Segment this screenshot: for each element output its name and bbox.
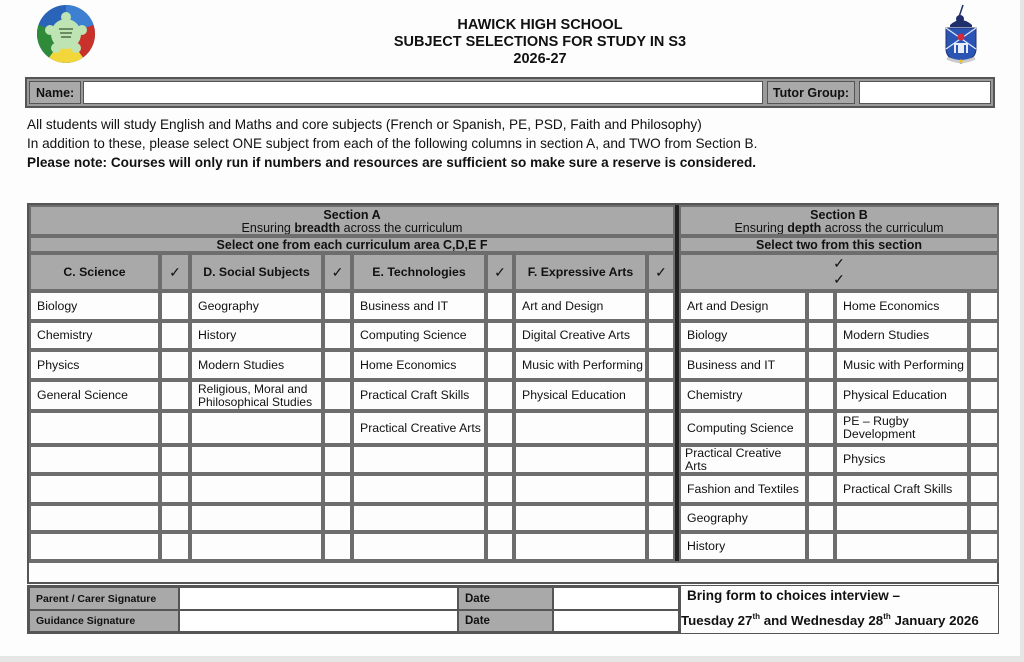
science-checkbox[interactable]: [160, 411, 190, 445]
subject-cell: [679, 474, 807, 504]
subject-name: Physics: [37, 357, 80, 372]
subject-name: Digital Creative Arts: [522, 328, 630, 342]
subject-name: General Science: [37, 388, 128, 402]
subject-name: Business and IT: [687, 357, 776, 372]
subject-cell: [352, 350, 486, 380]
subject-cell: [835, 291, 969, 321]
subject-cell: [352, 474, 486, 504]
subject-cell: [835, 532, 969, 561]
courses-note-text: Please note: Courses will only run if numbers and resources are sufficient so make sure a reserve is considered.: [27, 155, 757, 170]
section-b-checkbox[interactable]: [969, 445, 999, 474]
academic-year: 2026-27: [513, 51, 567, 67]
expressive-arts-checkbox[interactable]: [647, 504, 675, 532]
section-b-checkbox[interactable]: [807, 504, 835, 532]
reminder-heading: Bring form to choices interview –: [687, 588, 901, 603]
subject-name: Biology: [37, 298, 78, 313]
subject-cell: [679, 445, 807, 474]
subject-cell: [29, 321, 160, 350]
subject-name: Home Economics: [360, 357, 457, 372]
tick-icon: ✓: [323, 253, 352, 291]
reminder-dates: [681, 612, 979, 628]
subject-cell: [29, 380, 160, 411]
subject-name: Practical Creative Arts: [685, 445, 782, 473]
social-subjects-checkbox[interactable]: [323, 411, 352, 445]
technologies-checkbox[interactable]: [486, 380, 514, 411]
subject-cell: [679, 321, 807, 350]
section-b-checkbox[interactable]: [969, 411, 999, 445]
technologies-checkbox[interactable]: [486, 411, 514, 445]
subject-name: Geography: [198, 298, 259, 313]
expressive-arts-checkbox[interactable]: [647, 474, 675, 504]
subject-cell: [29, 350, 160, 380]
expressive-arts-checkbox[interactable]: [647, 445, 675, 474]
section-a-subtitle-post: across the curriculum: [340, 221, 463, 235]
section-b-checkbox[interactable]: [807, 291, 835, 321]
parent-date-field[interactable]: [553, 587, 679, 610]
technologies-checkbox[interactable]: [486, 532, 514, 561]
tick-icon: ✓: [833, 255, 845, 271]
section-b-checkbox[interactable]: [969, 380, 999, 411]
name-field[interactable]: [83, 81, 763, 104]
section-b-checkbox[interactable]: [807, 411, 835, 445]
subject-cell: [29, 532, 160, 561]
subject-name: Practical Craft Skills: [843, 481, 953, 496]
subject-cell: [514, 350, 647, 380]
subject-selection-table: [27, 203, 999, 584]
science-checkbox[interactable]: [160, 445, 190, 474]
tick-icon: ✓: [833, 271, 845, 287]
tutor-group-label: Tutor Group:: [767, 81, 855, 104]
subject-cell: [679, 504, 807, 532]
subject-cell: [352, 411, 486, 445]
social-subjects-checkbox[interactable]: [323, 321, 352, 350]
social-subjects-checkbox[interactable]: [323, 532, 352, 561]
subject-cell: [190, 411, 323, 445]
subject-cell: [190, 350, 323, 380]
social-subjects-checkbox[interactable]: [323, 291, 352, 321]
social-subjects-checkbox[interactable]: [323, 474, 352, 504]
section-b-title: Section B: [810, 208, 868, 222]
subject-cell: [835, 411, 969, 445]
subject-cell: [835, 321, 969, 350]
subject-name: Chemistry: [37, 328, 93, 342]
section-a-title: Section A: [323, 208, 381, 222]
form-title-block: [300, 17, 780, 68]
science-checkbox[interactable]: [160, 321, 190, 350]
subject-cell: [29, 291, 160, 321]
technologies-checkbox[interactable]: [486, 474, 514, 504]
subject-name: PE – Rugby Development: [843, 414, 916, 441]
section-b-tick-header: [679, 253, 999, 291]
subject-cell: [514, 504, 647, 532]
ordinal-suffix: th: [883, 612, 891, 621]
section-b-checkbox[interactable]: [807, 532, 835, 561]
science-checkbox[interactable]: [160, 350, 190, 380]
section-b-checkbox[interactable]: [969, 291, 999, 321]
subject-cell: [190, 532, 323, 561]
section-b-subtitle-bold: depth: [787, 221, 822, 235]
subject-cell: [190, 445, 323, 474]
subject-name: Modern Studies: [843, 328, 930, 342]
subject-name: Fashion and Textiles: [687, 481, 799, 496]
blank-row: [29, 561, 999, 584]
section-b-instruction: Select two from this section: [679, 236, 999, 253]
expressive-arts-checkbox[interactable]: [647, 380, 675, 411]
section-b-checkbox[interactable]: [969, 350, 999, 380]
expressive-arts-checkbox[interactable]: [647, 291, 675, 321]
section-b-checkbox[interactable]: [969, 504, 999, 532]
guidance-date-field[interactable]: [553, 610, 679, 632]
section-b-checkbox[interactable]: [807, 445, 835, 474]
tick-icon: ✓: [486, 253, 514, 291]
social-subjects-checkbox[interactable]: [323, 445, 352, 474]
subject-name: Art and Design: [687, 298, 769, 313]
interview-reminder: [679, 585, 999, 634]
science-checkbox[interactable]: [160, 474, 190, 504]
subject-name: History: [687, 539, 726, 553]
science-checkbox[interactable]: [160, 532, 190, 561]
subject-name: History: [198, 328, 237, 342]
subject-cell: [190, 504, 323, 532]
section-b-header: [679, 205, 999, 236]
section-a-subtitle-pre: Ensuring: [241, 221, 295, 235]
science-checkbox[interactable]: [160, 291, 190, 321]
subject-cell: [352, 504, 486, 532]
subject-name: Home Economics: [843, 298, 940, 313]
subject-cell: [514, 411, 647, 445]
subject-name: Geography: [687, 510, 748, 525]
ordinal-suffix: th: [752, 612, 761, 621]
subject-cell: [29, 504, 160, 532]
subject-cell: [352, 380, 486, 411]
section-a-header: [29, 205, 675, 236]
subject-cell: [835, 380, 969, 411]
technologies-checkbox[interactable]: [486, 350, 514, 380]
section-a-subtitle-bold: breadth: [294, 221, 341, 235]
guidance-signature-label: Guidance Signature: [29, 610, 179, 632]
subject-name: Art and Design: [522, 298, 604, 313]
signature-table: [27, 585, 681, 634]
reminder-month-year: January 2026: [890, 613, 979, 628]
expressive-arts-checkbox[interactable]: [647, 411, 675, 445]
technologies-checkbox[interactable]: [486, 291, 514, 321]
school-name: HAWICK HIGH SCHOOL: [457, 17, 623, 33]
subject-cell: [29, 474, 160, 504]
subject-name: Computing Science: [360, 328, 467, 342]
subject-name: Religious, Moral and Philosophical Studies: [198, 381, 313, 409]
subject-cell: [29, 411, 160, 445]
subject-name: Practical Creative Arts: [360, 420, 481, 435]
subject-cell: [835, 474, 969, 504]
subject-cell: [514, 474, 647, 504]
tick-icon: ✓: [160, 253, 190, 291]
subject-cell: [190, 380, 323, 411]
parent-signature-field[interactable]: [179, 587, 458, 610]
section-b-checkbox[interactable]: [807, 474, 835, 504]
guidance-date-label: Date: [458, 610, 553, 632]
page-edge: [1020, 0, 1024, 662]
section-b-subtitle-pre: Ensuring: [734, 221, 788, 235]
student-info-row: [25, 77, 995, 108]
form-title: SUBJECT SELECTIONS FOR STUDY IN S3: [393, 34, 687, 50]
subject-cell: [514, 291, 647, 321]
subject-cell: [352, 445, 486, 474]
subject-cell: [679, 350, 807, 380]
column-header-technologies: E. Technologies: [352, 253, 486, 291]
section-a-instruction: Select one from each curriculum area C,D,E F: [29, 236, 675, 253]
name-label: Name:: [29, 81, 81, 104]
instructions: [27, 115, 757, 172]
subject-name: Business and IT: [360, 298, 449, 313]
subject-cell: [679, 291, 807, 321]
school-crest-icon: [941, 3, 981, 65]
subject-cell: [190, 321, 323, 350]
subject-cell: [514, 532, 647, 561]
parent-date-label: Date: [458, 587, 553, 610]
section-a-subtitle: [31, 222, 673, 235]
science-checkbox[interactable]: [160, 380, 190, 411]
subject-cell: [352, 321, 486, 350]
section-b-checkbox[interactable]: [807, 321, 835, 350]
reminder-day2: and Wednesday 28: [760, 613, 884, 628]
subject-cell: [514, 445, 647, 474]
section-b-subtitle: [681, 222, 997, 235]
subject-name: Chemistry: [687, 388, 743, 402]
subject-cell: [190, 291, 323, 321]
core-subjects-text: All students will study English and Maths and core subjects (French or Spanish, PE, PSD, Faith and Philosophy): [27, 117, 702, 132]
subject-cell: [514, 321, 647, 350]
technologies-checkbox[interactable]: [486, 445, 514, 474]
subject-name: Computing Science: [687, 420, 794, 435]
subject-cell: [835, 445, 969, 474]
subject-cell: [352, 291, 486, 321]
section-b-checkbox[interactable]: [969, 532, 999, 561]
subject-name: Biology: [687, 328, 728, 342]
guidance-signature-field[interactable]: [179, 610, 458, 632]
subject-name: Physical Education: [843, 388, 947, 402]
social-subjects-checkbox[interactable]: [323, 380, 352, 411]
section-b-checkbox[interactable]: [807, 350, 835, 380]
reminder-day1: Tuesday 27: [681, 613, 753, 628]
column-header-science: C. Science: [29, 253, 160, 291]
social-subjects-checkbox[interactable]: [323, 350, 352, 380]
subject-cell: [835, 350, 969, 380]
parent-signature-label: Parent / Carer Signature: [29, 587, 179, 610]
column-header-expressive-arts: F. Expressive Arts: [514, 253, 647, 291]
subject-name: Music with Performing: [843, 357, 964, 372]
technologies-checkbox[interactable]: [486, 321, 514, 350]
technologies-checkbox[interactable]: [486, 504, 514, 532]
expressive-arts-checkbox[interactable]: [647, 532, 675, 561]
science-checkbox[interactable]: [160, 504, 190, 532]
subject-cell: [514, 380, 647, 411]
subject-cell: [679, 532, 807, 561]
social-subjects-checkbox[interactable]: [323, 504, 352, 532]
subject-name: Practical Craft Skills: [360, 388, 470, 402]
subject-name: Physics: [843, 452, 886, 466]
subject-cell: [352, 532, 486, 561]
subject-cell: [679, 411, 807, 445]
section-b-checkbox[interactable]: [969, 474, 999, 504]
column-header-social-subjects: D. Social Subjects: [190, 253, 323, 291]
section-b-subtitle-post: across the curriculum: [821, 221, 944, 235]
subject-name: Physical Education: [522, 388, 626, 402]
expressive-arts-checkbox[interactable]: [647, 350, 675, 380]
tutor-group-field[interactable]: [859, 81, 991, 104]
subject-cell: [190, 474, 323, 504]
page-bottom: [0, 656, 1024, 662]
values-wheel-logo-icon: [36, 4, 96, 64]
expressive-arts-checkbox[interactable]: [647, 321, 675, 350]
section-b-checkbox[interactable]: [807, 380, 835, 411]
subject-name: Modern Studies: [198, 357, 285, 372]
selection-instructions-text: In addition to these, please select ONE subject from each of the following columns in section A, and TWO from Section B.: [27, 136, 758, 151]
section-b-checkbox[interactable]: [969, 321, 999, 350]
tick-icon: ✓: [647, 253, 675, 291]
subject-cell: [835, 504, 969, 532]
subject-cell: [679, 380, 807, 411]
subject-name: Music with Performing: [522, 357, 643, 372]
subject-cell: [29, 445, 160, 474]
